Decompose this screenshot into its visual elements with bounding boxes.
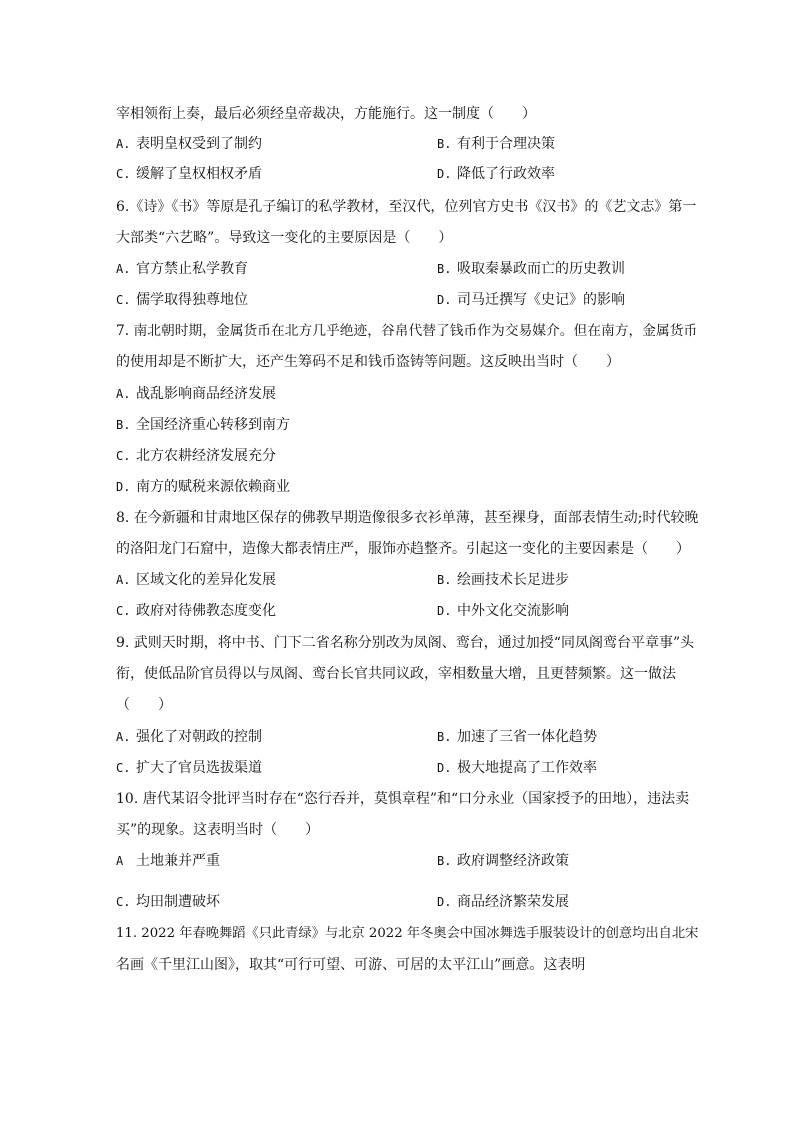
q7-stem-line2: 的使用却是不断扩大，还产生筹码不足和钱币盗铸等问题。这反映出当时（ ）	[116, 354, 620, 370]
q6-option-b[interactable]	[437, 259, 625, 279]
option-letter: D.	[437, 895, 452, 909]
q5-option-c[interactable]	[116, 164, 262, 184]
option-text: 表明皇权受到了制约	[136, 136, 262, 152]
option-text: 政府对待佛教态度变化	[136, 603, 276, 619]
option-text: 儒学取得独尊地位	[136, 292, 248, 308]
option-text: 土地兼并严重	[136, 853, 220, 869]
option-letter: C.	[116, 449, 131, 463]
q9-stem-line3: （ ）	[116, 697, 172, 713]
option-letter: B.	[437, 262, 452, 276]
q8-stem-line2: 的洛阳龙门石窟中，造像大都表情庄严，服饰亦趋整齐。引起这一变化的主要因素是（ ）	[116, 541, 690, 557]
q5-stem: 宰相领衔上奏，最后必须经皇帝裁决，方能施行。这一制度（ ）	[116, 106, 536, 122]
q11-stem-line2: 名画《千里江山图》，取其“可行可望、可游、可居的太平江山”画意。这表明	[116, 957, 586, 973]
option-letter: D.	[437, 604, 452, 618]
q9-option-a[interactable]	[116, 727, 262, 747]
option-text: 司马迁撰写《史记》的影响	[457, 292, 625, 308]
option-letter: A.	[116, 730, 131, 744]
q7-option-a[interactable]	[116, 384, 276, 404]
q5-option-b[interactable]	[437, 134, 555, 154]
q10-option-b[interactable]	[437, 851, 569, 871]
q6-option-c[interactable]	[116, 290, 248, 310]
q5-option-d[interactable]	[437, 164, 555, 184]
q10-stem-line2: 买”的现象。这表明当时（ ）	[116, 822, 320, 838]
option-letter: C.	[116, 604, 131, 618]
q7-option-c[interactable]	[116, 446, 276, 466]
q7-option-d[interactable]	[116, 477, 290, 497]
option-letter: B.	[437, 730, 452, 744]
option-text: 政府调整经济政策	[457, 853, 569, 869]
q11-stem-line1: 11. 2022 年春晚舞蹈《只此青绿》与北京 2022 年冬奥会中国冰舞选手服装设计的创意均出自北宋	[116, 926, 699, 941]
option-letter: B.	[116, 418, 131, 432]
option-letter: B.	[437, 854, 452, 868]
option-text: 南方的赋税来源依赖商业	[136, 479, 290, 495]
option-text: 降低了行政效率	[457, 166, 555, 182]
q8-option-b[interactable]	[437, 570, 569, 590]
option-letter: B.	[437, 137, 452, 151]
q7-option-b[interactable]	[116, 415, 290, 435]
option-text: 区域文化的差异化发展	[136, 572, 276, 588]
option-text: 加速了三省一体化趋势	[457, 729, 597, 745]
q7-stem-line1: 7. 南北朝时期，金属货币在北方几乎绝迹，谷帛代替了钱币作为交易媒介。但在南方，金属货币	[116, 323, 698, 339]
q9-option-c[interactable]	[116, 758, 262, 778]
option-text: 扩大了官员选拔渠道	[136, 760, 262, 776]
option-letter: D.	[437, 761, 452, 775]
option-text: 有利于合理决策	[457, 136, 555, 152]
option-letter: D.	[116, 480, 131, 494]
option-letter: C.	[116, 761, 131, 775]
option-letter: A.	[116, 137, 131, 151]
option-letter: A.	[116, 573, 131, 587]
q9-option-b[interactable]	[437, 727, 597, 747]
q6-stem-line2: 大部类“六艺略”。导致这一变化的主要原因是（ ）	[116, 230, 453, 246]
q8-option-d[interactable]	[437, 601, 569, 621]
option-text: 缓解了皇权相权矛盾	[136, 166, 262, 182]
option-letter: C.	[116, 895, 131, 909]
option-letter: C.	[116, 293, 131, 307]
option-text: 极大地提高了工作效率	[457, 760, 597, 776]
q5-option-a[interactable]	[116, 134, 262, 154]
q10-stem-line1: 10. 唐代某诏令批评当时存在“恣行吞并，莫惧章程”和“口分永业（国家授予的田地），违法卖	[116, 791, 690, 807]
option-text: 均田制遭破坏	[136, 894, 220, 910]
option-text: 战乱影响商品经济发展	[136, 386, 276, 402]
option-text: 强化了对朝政的控制	[136, 729, 262, 745]
option-text: 北方农耕经济发展充分	[136, 448, 276, 464]
q10-option-c[interactable]	[116, 892, 220, 912]
option-letter: D.	[437, 167, 452, 181]
option-letter: D.	[437, 293, 452, 307]
option-letter: A.	[116, 387, 131, 401]
option-letter: B.	[437, 573, 452, 587]
q8-option-a[interactable]	[116, 570, 276, 590]
q10-option-d[interactable]	[437, 892, 569, 912]
q9-stem-line2: 衔，使低品阶官员得以与凤阁、鸾台长官共同议政，宰相数量大增，且更替频繁。这一做法	[116, 666, 676, 682]
option-text: 中外文化交流影响	[457, 603, 569, 619]
q6-option-d[interactable]	[437, 290, 625, 310]
q9-option-d[interactable]	[437, 758, 597, 778]
option-letter: A.	[116, 262, 131, 276]
option-text: 官方禁止私学教育	[136, 261, 248, 277]
option-text: 吸取秦暴政而亡的历史教训	[457, 261, 625, 277]
q6-option-a[interactable]	[116, 259, 248, 279]
q9-stem-line1: 9. 武则天时期，将中书、门下二省名称分别改为凤阁、鸾台，通过加授“同凤阁鸾台平章事”头	[116, 635, 695, 651]
option-letter: C.	[116, 167, 131, 181]
q8-option-c[interactable]	[116, 601, 276, 621]
option-text: 商品经济繁荣发展	[457, 894, 569, 910]
option-letter: A	[116, 854, 124, 868]
q10-option-a[interactable]	[116, 851, 220, 871]
option-text: 全国经济重心转移到南方	[136, 417, 290, 433]
q6-stem-line1: 6.《诗》《书》等原是孔子编订的私学教材，至汉代，位列官方史书《汉书》的《艺文志》第一	[116, 199, 697, 215]
q8-stem-line1: 8. 在今新疆和甘肃地区保存的佛教早期造像很多衣衫单薄，甚至裸身，面部表情生动;时代较晚	[116, 510, 699, 526]
option-text: 绘画技术长足进步	[457, 572, 569, 588]
